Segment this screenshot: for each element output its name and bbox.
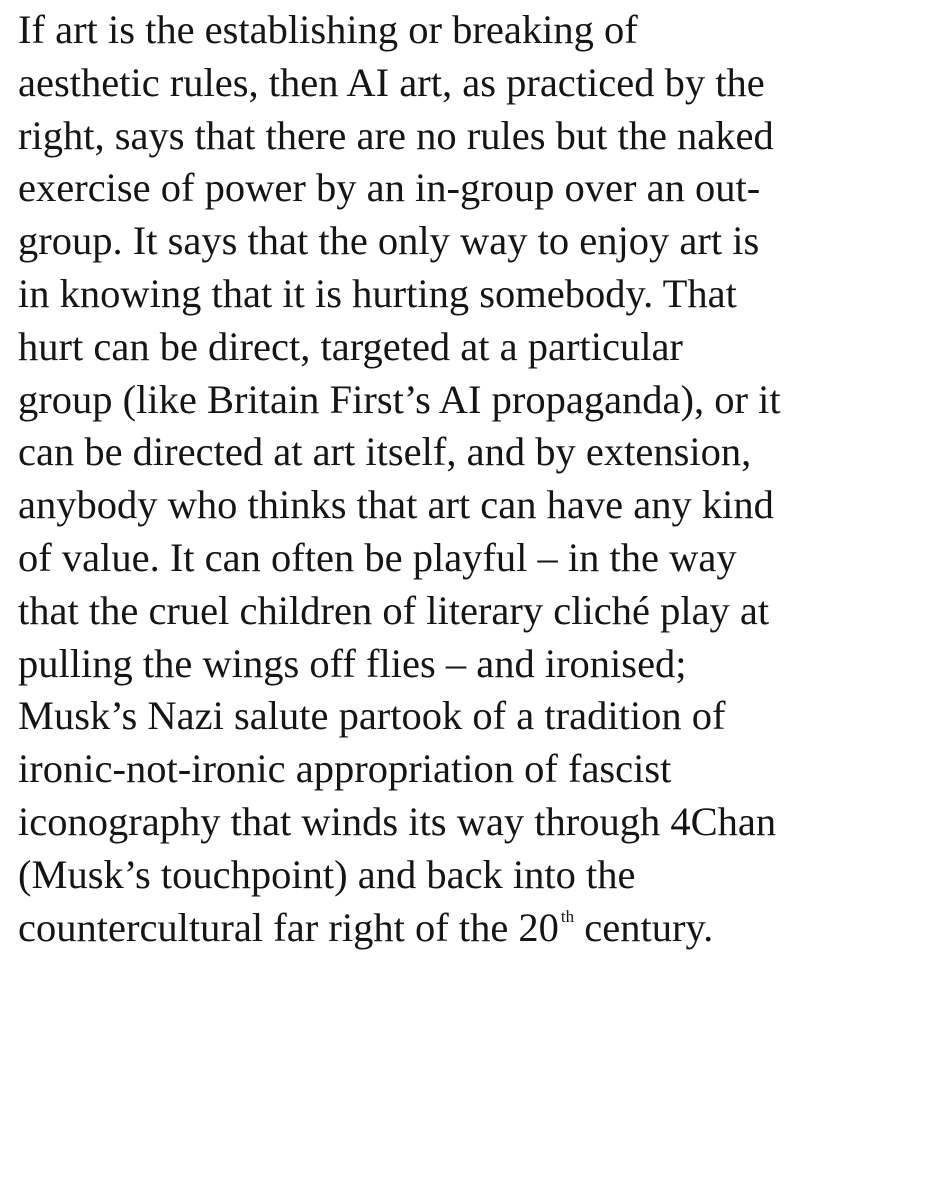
paragraph-line: Musk’s Nazi salute partook of a tradition of (18, 693, 726, 739)
paragraph-line: ironic-not-ironic appropriation of fascist (18, 746, 672, 792)
ordinal-superscript: th (560, 906, 575, 926)
paragraph-line: right, says that there are no rules but the naked (18, 112, 774, 158)
paragraph-line: in knowing that it is hurting somebody. That (18, 270, 737, 316)
paragraph-line: of value. It can often be playful – in the way (18, 534, 737, 580)
paragraph-line: aesthetic rules, then AI art, as practiced by the (18, 59, 765, 105)
paragraph-line: that the cruel children of literary cliché play at (18, 587, 770, 633)
paragraph-line: (Musk’s touchpoint) and back into the (18, 851, 636, 897)
last-line-ending: century. (574, 904, 714, 950)
paragraph-line: can be directed at art itself, and by extension, (18, 429, 752, 475)
paragraph-line: iconography that winds its way through 4Chan (18, 798, 777, 844)
paragraph-line: group (like Britain First’s AI propaganda), or it (18, 376, 781, 422)
last-line-text: countercultural far right of the 20 (18, 904, 559, 950)
paragraph-line: anybody who thinks that art can have any kind (18, 482, 774, 528)
paragraph-line: hurt can be direct, targeted at a particular (18, 323, 683, 369)
paragraph-last-line (18, 902, 923, 955)
paragraph-line: pulling the wings off flies – and ironised; (18, 640, 687, 686)
paragraph-line: exercise of power by an in-group over an out- (18, 165, 761, 211)
body-paragraph (18, 4, 923, 954)
paragraph-line: group. It says that the only way to enjoy art is (18, 218, 760, 264)
paragraph-line: If art is the establishing or breaking of (18, 7, 638, 52)
